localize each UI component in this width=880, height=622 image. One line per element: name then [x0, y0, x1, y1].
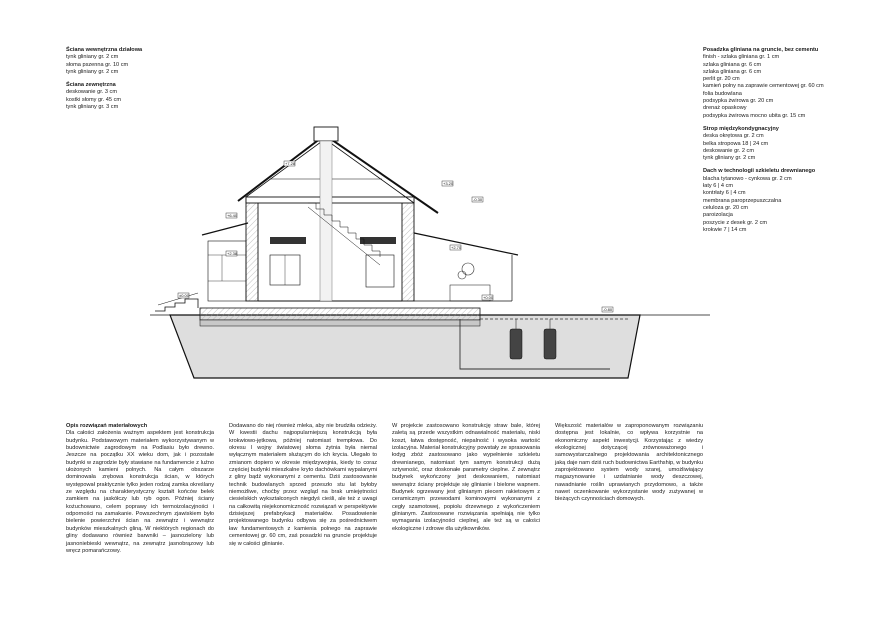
- spec-line: deska okrętowa gr. 2 cm: [703, 133, 764, 140]
- spec-line: tynk gliniany gr. 3 cm: [66, 104, 119, 111]
- gravel-layer: [200, 320, 480, 326]
- spec-line: łaty 6 | 4 cm: [703, 183, 734, 190]
- spec-line: tynk gliniany gr. 2 cm: [66, 54, 119, 61]
- spec-line: tynk gliniany gr. 2 cm: [703, 155, 756, 162]
- spec-exterior-wall: [66, 82, 142, 111]
- spec-line: finish - szlaka gliniana gr. 1 cm: [703, 54, 780, 61]
- spec-ceiling: [703, 126, 824, 162]
- plant: [462, 263, 474, 275]
- chimney: [314, 127, 338, 141]
- section-title: Opis rozwiązań materiałowych: [66, 423, 148, 429]
- spec-title: Strop międzykondygnacyjny: [703, 125, 779, 132]
- level-mark: +7.28: [285, 161, 296, 166]
- level-mark: +2.70: [451, 245, 462, 250]
- right-wall: [402, 197, 414, 301]
- level-mark: +6.40: [227, 213, 238, 218]
- paragraph: Dodawano do niej również mleka, aby nie brudziła odzieży. W kwestii dachu najpopularniejszą konstrukcją była krokwiowo-jętkowa, później natomiast trempłowa. Do okresu I wojny światowej słoma żytnia była niemal wyłącznym materiałem służącym do ich krycia. Ulegało to zmianom dopiero w okresie międzywojnia, kiedy to coraz częściej budynki mieszkalne kryto dachówkami wypalanymi z gliny bądź wykonanymi z cementu. Dziś zastosowanie technik budowlanych sprzed przeszło stu lat byłoby niemożliwe, choćby przez wzgląd na brak umiejętności ciesielskich wykształconych niegdyś cieśli, ale też z uwagi na całkowitą niejekonomiczność rozwiązań w perspektywie dzisiejszej prefabrykacji materiałów. Posadowienie projektowanego budynku odbywa się za pośrednictwem ław fundamentowych z kamienia polnego na zaprawie cementowej gr. 60 cm, zaś posadzki na gruncie projektuje się w całości glinianie.: [229, 423, 377, 547]
- spec-line: tynk gliniany gr. 2 cm: [66, 68, 119, 75]
- window: [366, 255, 394, 287]
- level-mark: +2.38: [227, 251, 238, 256]
- spec-title: Ściana wewnętrzna działowa: [66, 47, 143, 53]
- spec-line: kamień polny na zaprawie cementowej gr. 60 cm: [703, 83, 824, 90]
- text-column-3: [392, 423, 540, 533]
- porch-roof: [202, 223, 248, 235]
- level-mark: -0.30: [473, 197, 483, 202]
- spec-line: celuloza gr. 20 cm: [703, 204, 749, 211]
- level-mark: -0.80: [603, 307, 613, 312]
- spec-interior-wall: [66, 47, 142, 76]
- spec-line: drenaż opaskowy: [703, 105, 747, 112]
- spec-title: Ściana zewnętrzna: [66, 82, 116, 89]
- right-spec-block: [703, 47, 824, 240]
- spec-line: blacha tytanowo - cynkowa gr. 2 cm: [703, 175, 792, 182]
- interior-staircase: [308, 203, 380, 265]
- spec-line: deskowanie gr. 2 cm: [703, 147, 754, 154]
- spec-line: szlaka gliniana gr. 6 cm: [703, 68, 762, 75]
- spec-title: Posadzka gliniana na gruncie, bez cementu: [703, 47, 819, 53]
- spec-line: poszycie z desek gr. 2 cm: [703, 219, 768, 226]
- left-spec-block: [66, 47, 142, 117]
- spec-line: paroizolacja: [703, 212, 733, 219]
- paragraph: Większość materiałów w zaproponowanym rozwiązaniu dostępna jest lokalnie, co wpływa korzystnie na ekonomiczny aspekt inwestycji. Korzystając z wiedzy ekologicznej dotyczącej zrównoważonego i samowystarczalnego projektowania architektonicznego jaką daje nam dziś ruch budownictwa Earthship, w budynku zaprojektowano system wody szarej, umożliwiający magazynowanie i uzdatnianie wody deszczowej, nawadnianie roślin uprawianych przydomowo, a także nawet oczenkowanie wykorzystanie wody zużywanej w bieżących czynnościach domowych.: [555, 423, 703, 503]
- ceiling-beam: [360, 237, 396, 244]
- water-tank: [510, 329, 522, 359]
- plant: [458, 271, 466, 279]
- greenhouse-roof: [414, 233, 518, 255]
- left-wall: [246, 197, 258, 301]
- foundation-slab: [200, 308, 480, 320]
- text-column-1: [66, 423, 214, 555]
- spec-line: szlaka gliniana gr. 6 cm: [703, 61, 762, 68]
- level-mark: +3.20: [443, 181, 454, 186]
- text-column-4: [555, 423, 703, 504]
- paragraph: Dla całości założenia ważnym aspektem jest konstrukcja budynku. Podstawowym materiałem wykorzystywanym w budownictwie zagrodowym na Podlasiu było drewno. Jeszcze na początku XX wieku dom, jak i pozostałe budynki w zagrodzie były stawiane na fundamencie z luźno ułożonych kamieni polnych. Na całym obszarze dominowała zrębowa konstrukcja ścian, w których występował praktycznie tylko jeden rodzaj zamka określany ze względu na charakterystyczny kształt końców belek zamkiem na jaskółczy lub ryb ogon. Później ściany kożuchowano, celem poprawy ich termoizolacyjności i odporności na zamakanie. Powszechnym zjawiskiem było bielenie powierzchni ścian na zewnątrz i wewnątrz budynków mieszkalnych gliną. W niektórych regionach do gliny dodawano również barwniki – jasnozielony lub jasnoniebieski wewnątrz, na zewnątrz jasnobrązowy lub wręcz pomarańczowy.: [66, 430, 214, 554]
- spec-line: słoma pszenna gr. 10 cm: [66, 61, 129, 68]
- level-mark: ±0.00: [179, 293, 189, 298]
- spec-line: belka stropowa 18 | 24 cm: [703, 140, 769, 147]
- building-section-drawing: [150, 105, 710, 395]
- spec-line: perlit gr. 20 cm: [703, 76, 740, 83]
- spec-roof: [703, 168, 824, 234]
- spec-line: membrana paroprzepuszczalna: [703, 197, 782, 204]
- spec-line: kontrłaty 6 | 4 cm: [703, 190, 746, 197]
- spec-ground-floor: [703, 47, 824, 120]
- paragraph: W projekcie zastosowano konstrukcję straw bale, której zaletą są przede wszystkim odnawialność materiału, niski koszt, łatwa dostępność, niepalność i wysoka wartość izolacyjna. Materiał konstrukcyjny powstały ze sprasowania łodyg zbóż zastosowano jako wypełnienie szkieletu drewnianego, natomiast tym samym konstrukcji dużą sztywność, oraz doskonałe parametry cieplne. Z zewnątrz budynek wykończony jest deskowaniem, natomiast wewnątrz ściany projektuje się glinianie i bielone wapnem. Budynek ogrzewany jest glinianym piecem rakietowym z ceramicznym przewodami kominowymi wykonanymi z cegły szamotowej, popiołu drzewnego z wykończeniem glinianym. Zastosowane rozwiązania spełniają nie tylko wymagania izolacyjności cieplnej, ale też są w całości ekologiczne i zdrowe dla użytkowników.: [392, 423, 540, 532]
- spec-line: podsypka żwirowa mocno ubita gr. 15 cm: [703, 112, 806, 119]
- level-mark: +0.00: [483, 295, 494, 300]
- water-tank: [544, 329, 556, 359]
- spec-line: kostki słomy gr. 45 cm: [66, 96, 122, 103]
- entry-stairs: [155, 299, 198, 311]
- spec-line: krokwie 7 | 14 cm: [703, 226, 747, 233]
- ceiling-beam: [270, 237, 306, 244]
- spec-line: folia budowlana: [703, 90, 742, 97]
- text-column-2: [229, 423, 377, 548]
- porch-wall: [208, 241, 246, 301]
- spec-line: deskowanie gr. 3 cm: [66, 89, 117, 96]
- spec-line: podsypka żwirowa gr. 20 cm: [703, 98, 774, 105]
- spec-title: Dach w technologii szkieletu drewnianego: [703, 168, 816, 175]
